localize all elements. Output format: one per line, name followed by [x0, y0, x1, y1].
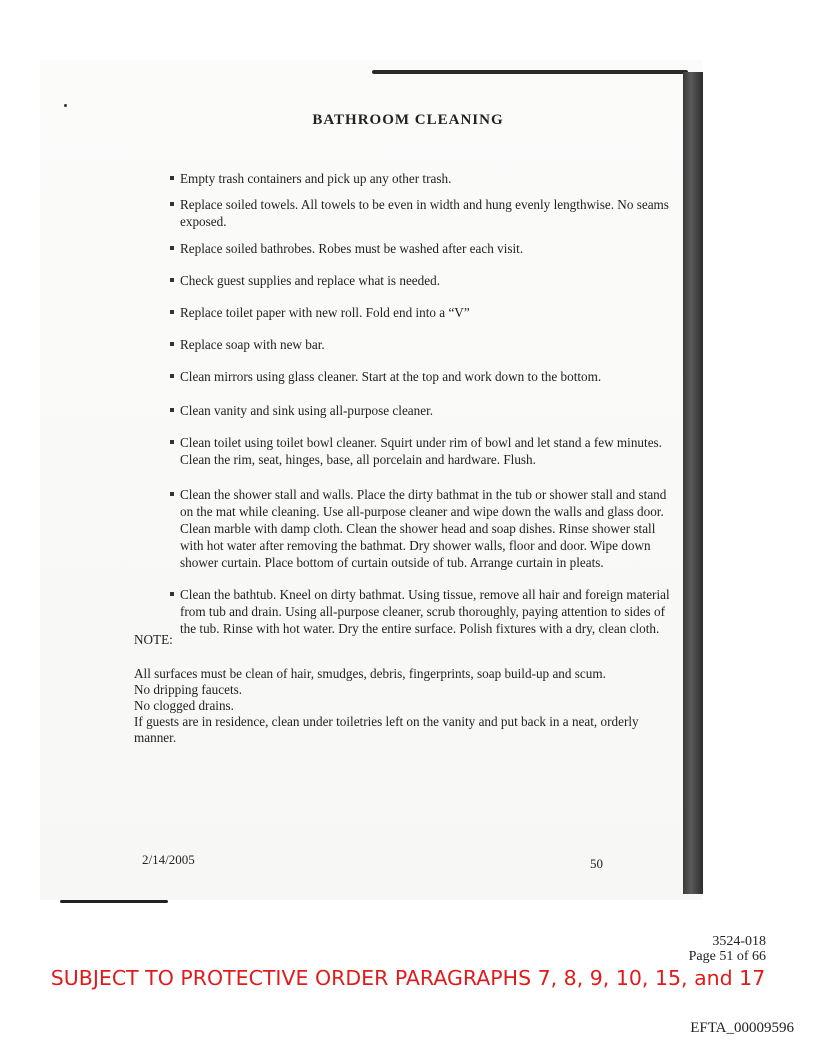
bullet-icon: [170, 202, 174, 206]
note-line: If guests are in residence, clean under toiletries left on the vanity and put back in a neat, orderly manner.: [134, 714, 639, 745]
list-item: [180, 336, 670, 353]
bates-number: EFTA_00009596: [690, 1020, 794, 1036]
footer-page-number: 50: [590, 856, 603, 871]
page-title: BATHROOM CLEANING: [312, 112, 504, 128]
bullet-icon: [170, 374, 174, 378]
list-item: [180, 272, 670, 289]
scan-shadow-bottom: [60, 900, 168, 903]
list-item: [180, 240, 670, 257]
list-item: [180, 402, 670, 419]
scan-shadow-top: [372, 70, 688, 74]
bullet-icon: [170, 440, 174, 444]
list-item: [180, 304, 670, 321]
list-item: [180, 170, 670, 187]
bullet-icon: [170, 246, 174, 250]
note-label: NOTE:: [134, 632, 173, 647]
bullet-icon: [170, 278, 174, 282]
note-line: No dripping faucets.: [134, 682, 243, 697]
note-body: [134, 666, 674, 746]
list-item-text: Clean mirrors using glass cleaner. Start at the top and work down to the bottom.: [180, 369, 602, 384]
note-line: All surfaces must be clean of hair, smudges, debris, fingerprints, soap build-up and scum.: [134, 666, 606, 681]
bullet-icon: [170, 492, 174, 496]
list-item: [180, 434, 670, 468]
list-item-text: Replace soap with new bar.: [180, 337, 325, 352]
list-item-text: Check guest supplies and replace what is needed.: [180, 273, 441, 288]
list-item-text: Empty trash containers and pick up any other trash.: [180, 171, 452, 186]
list-item-text: Clean toilet using toilet bowl cleaner. Squirt under rim of bowl and let stand a few minutes. Clean the rim, seat, hinges, base, all porcelain and hardware. Flush.: [180, 435, 662, 467]
list-item-text: Clean the bathtub. Kneel on dirty bathmat. Using tissue, remove all hair and foreign material from tub and drain. Using all-purpose cleaner, scrub thoroughly, paying attention to sides of the tub. Rinse with hot water. Dry the entire surface. Polish fixtures with a dry, clean cloth.: [180, 587, 670, 636]
scan-speck: [64, 104, 67, 107]
page-count: Page 51 of 66: [688, 949, 766, 964]
list-item: [180, 196, 670, 230]
bullet-icon: [170, 408, 174, 412]
bullet-icon: [170, 342, 174, 346]
protective-order-notice: SUBJECT TO PROTECTIVE ORDER PARAGRAPHS 7, 8, 9, 10, 15, and 17: [50, 966, 766, 990]
list-item: [180, 486, 670, 571]
document-number: 3524-018: [712, 934, 766, 949]
bullet-icon: [170, 310, 174, 314]
list-item-text: Clean vanity and sink using all-purpose cleaner.: [180, 403, 434, 418]
list-item-text: Replace soiled bathrobes. Robes must be washed after each visit.: [180, 241, 524, 256]
list-item-text: Replace toilet paper with new roll. Fold end into a “V”: [180, 305, 470, 320]
note-line: No clogged drains.: [134, 698, 234, 713]
document-id-stamp: [689, 934, 766, 964]
list-item: [180, 368, 670, 385]
bullet-icon: [170, 176, 174, 180]
list-item-text: Replace soiled towels. All towels to be even in width and hung evenly lengthwise. No seams exposed.: [180, 197, 669, 229]
scan-shadow-right: [683, 72, 703, 894]
bullet-icon: [170, 592, 174, 596]
footer-date: 2/14/2005: [142, 852, 195, 867]
list-item-text: Clean the shower stall and walls. Place the dirty bathmat in the tub or shower stall and stand on the mat while cleaning. Use all-purpose cleaner and wipe down the walls and glass door. Clean marble with damp cloth. Clean the shower head and soap dishes. Rinse shower stall with hot water after removing the bathmat. Dry shower walls, floor and door. Wipe down shower curtain. Place bottom of curtain outside of tub. Arrange curtain in pleats.: [180, 487, 667, 570]
list-item: [180, 586, 670, 637]
